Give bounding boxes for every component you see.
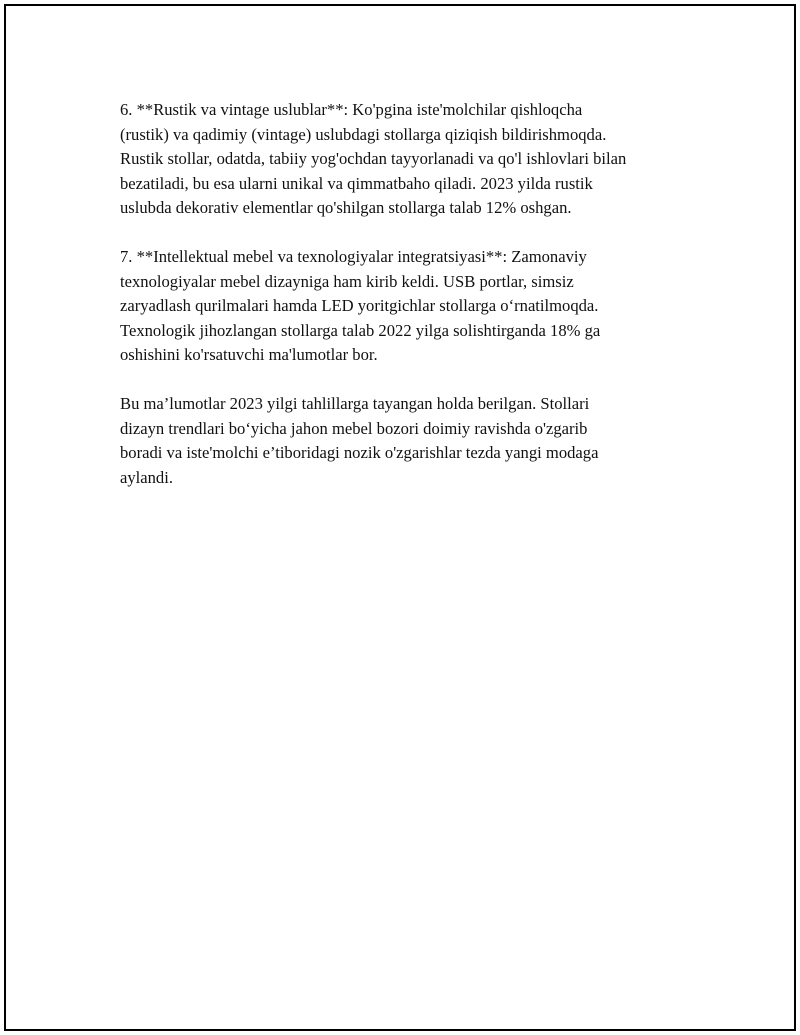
text-line: 7. **Intellektual mebel va texnologiyalar integratsiyasi**: Zamonaviy [120,247,587,266]
paragraph-intellektual-mebel [120,245,700,368]
document-page [4,4,796,1031]
text-line: dizayn trendlari bo‘yicha jahon mebel bozori doimiy ravishda o'zgarib [120,418,588,438]
text-line: Bu ma’lumotlar 2023 yilgi tahlillarga tayangan holda berilgan. Stollari [120,394,590,413]
text-line: Rustik stollar, odatda, tabiiy yog'ochdan tayyorlanadi va qo'l ishlovlari bilan [120,149,627,168]
paragraph-rustik-vintage [120,98,700,221]
paragraph-conclusion [120,392,700,490]
text-line: uslubda dekorativ elementlar qo'shilgan stollarga talab 12% oshgan. [120,198,572,217]
document-body [120,98,700,515]
text-line: Texnologik jihozlangan stollarga talab 2022 yilga solishtirganda 18% ga [120,320,601,340]
text-line: boradi va iste'molchi e’tiboridagi nozik o'zgarishlar tezda yangi modaga [120,443,599,462]
text-line: oshishini ko'rsatuvchi ma'lumotlar bor. [120,345,378,364]
text-line: aylandi. [120,467,173,487]
text-line: 6. **Rustik va vintage uslublar**: Ko'pgina iste'molchilar qishloqcha [120,100,583,119]
text-line: zaryadlash qurilmalari hamda LED yoritgichlar stollarga o‘rnatilmoqda. [120,296,599,315]
text-line: (rustik) va qadimiy (vintage) uslubdagi stollarga qiziqish bildirishmoqda. [120,124,607,144]
text-line: texnologiyalar mebel dizayniga ham kirib keldi. USB portlar, simsiz [120,271,574,291]
text-line: bezatiladi, bu esa ularni unikal va qimmatbaho qiladi. 2023 yilda rustik [120,173,593,193]
